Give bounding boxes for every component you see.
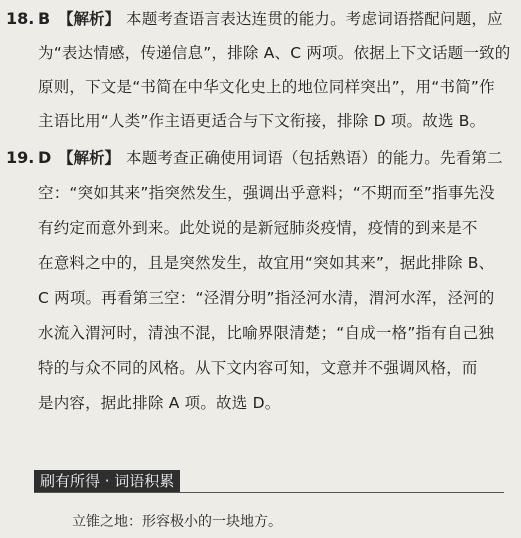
section-divider bbox=[34, 492, 504, 493]
q19-line-7: 特的与众不同的风格。从下文内容可知，文意并不强调风格，而 bbox=[38, 359, 478, 377]
q19-number: 19. bbox=[6, 148, 35, 167]
q19-line-3: 有约定而意外到来。此处说的是新冠肺炎疫情，疫情的到来是不 bbox=[38, 219, 478, 237]
q19-line-6: 水流入渭河时，清浊不混，比喻界限清楚；“自成一格”指有自己独 bbox=[38, 324, 495, 342]
q19-line-4: 在意料之中的，且是突然发生，故宜用“突如其来”，据此排除 B、 bbox=[38, 254, 495, 272]
q19-answer: D bbox=[38, 148, 52, 167]
vocab-entry: 立锥之地：形容极小的一块地方。 bbox=[72, 514, 282, 530]
q18-analysis-tag: 【解析】 bbox=[58, 10, 121, 28]
q18-line-1: 本题考查语言表达连贯的能力。考虑词语搭配问题，应 bbox=[126, 10, 503, 28]
q18-line-2: 为“表达情感，传递信息”，排除 A、C 两项。依据上下文话题一致的 bbox=[38, 44, 511, 62]
q18-number: 18. bbox=[6, 9, 35, 28]
q18-line-3: 原则，下文是“书简在中华文化史上的地位同样突出”，用“书简”作 bbox=[38, 78, 495, 96]
q19-line-5: C 两项。再看第三空：“泾渭分明”指泾河水清，渭河水浑，泾河的 bbox=[38, 289, 495, 307]
q19-analysis-tag: 【解析】 bbox=[58, 149, 121, 167]
q18-answer: B bbox=[38, 9, 51, 28]
q19-line-2: 空：“突如其来”指突然发生，强调出乎意料；“不期而至”指事先没 bbox=[38, 184, 495, 202]
q18-line-4: 主语比用“人类”作主语更适合与下文衔接，排除 D 项。故选 B。 bbox=[38, 112, 486, 130]
q19-line-1: 本题考查正确使用词语（包括熟语）的能力。先看第二 bbox=[126, 149, 503, 167]
q19-line-8: 是内容，据此排除 A 项。故选 D。 bbox=[38, 394, 281, 412]
vocab-section-banner: 刷有所得 · 词语积累 bbox=[34, 470, 180, 492]
